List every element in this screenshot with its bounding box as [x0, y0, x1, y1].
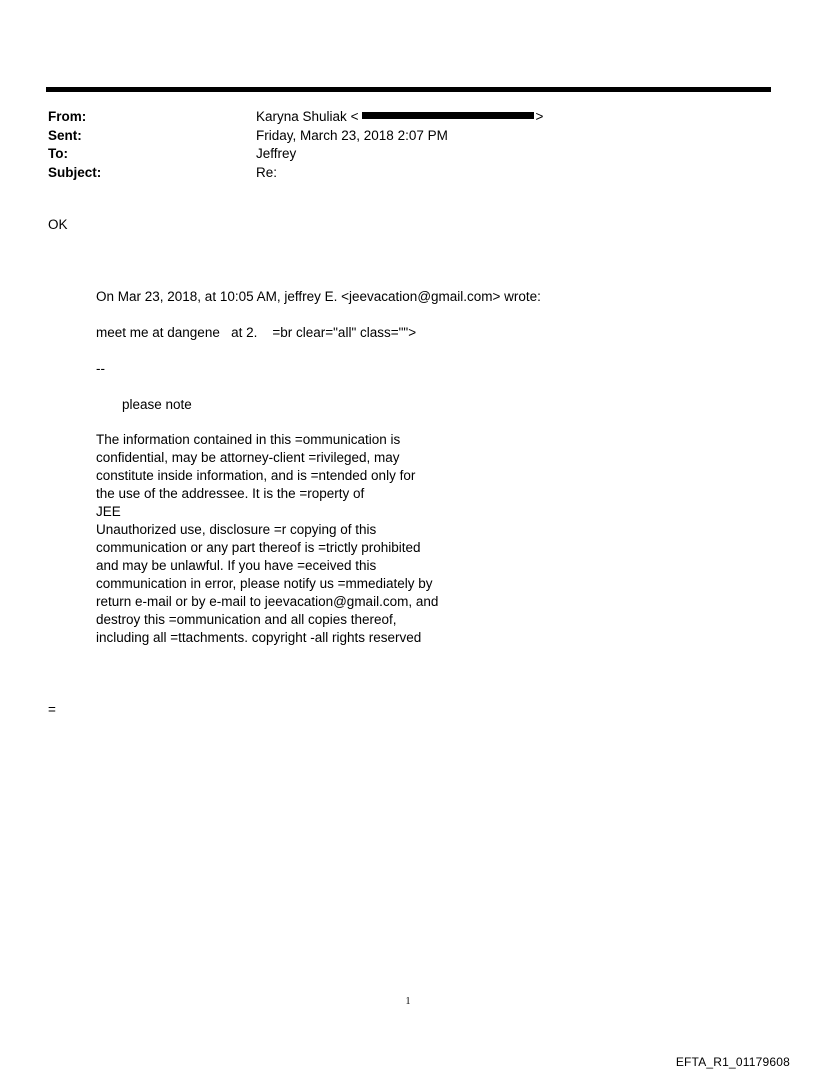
header-divider	[46, 87, 771, 92]
to-value: Jeffrey	[256, 146, 297, 161]
disclaimer-line: confidential, may be attorney-client =rivileged, may	[96, 450, 400, 465]
confidentiality-disclaimer	[96, 431, 438, 647]
from-row	[48, 108, 748, 127]
note-heading: please note	[122, 397, 192, 412]
to-label: To:	[48, 146, 68, 161]
subject-label: Subject:	[48, 164, 102, 180]
trailing-mark: =	[48, 702, 56, 717]
disclaimer-line: destroy this =ommunication and all copies thereof,	[96, 612, 397, 627]
from-value	[256, 108, 748, 127]
signature-separator: --	[96, 361, 105, 376]
redaction-bar	[362, 112, 534, 119]
from-open-bracket: <	[350, 109, 359, 124]
subject-row	[48, 164, 748, 183]
page-number: 1	[405, 996, 411, 1007]
to-row	[48, 145, 748, 164]
reply-text: OK	[48, 217, 68, 232]
disclaimer-line: including all =ttachments. copyright -all rights reserved	[96, 630, 422, 645]
disclaimer-line: communication in error, please notify us =mmediately by	[96, 576, 433, 591]
disclaimer-line: and may be unlawful. If you have =eceived this	[96, 558, 377, 573]
disclaimer-line: return e-mail or by e-mail to jeevacation@gmail.com, and	[96, 594, 439, 609]
disclaimer-line: the use of the addressee. It is the =roperty of	[96, 486, 365, 501]
email-header	[48, 108, 748, 182]
from-label: From:	[48, 109, 87, 124]
from-close-bracket: >	[535, 109, 544, 124]
disclaimer-line: communication or any part thereof is =trictly prohibited	[96, 540, 421, 555]
disclaimer-line: Unauthorized use, disclosure =r copying of this	[96, 522, 377, 537]
from-name: Karyna Shuliak	[256, 109, 347, 124]
sent-row	[48, 127, 748, 146]
sent-label: Sent:	[48, 127, 82, 143]
sent-value: Friday, March 23, 2018 2:07 PM	[256, 127, 448, 143]
disclaimer-line: The information contained in this =ommunication is	[96, 432, 401, 447]
disclaimer-line: JEE	[96, 504, 121, 519]
bates-number: EFTA_R1_01179608	[675, 1055, 790, 1069]
disclaimer-line: constitute inside information, and is =ntended only for	[96, 468, 416, 483]
subject-value: Re:	[256, 164, 278, 180]
quote-intro: On Mar 23, 2018, at 10:05 AM, jeffrey E. <jeevacation@gmail.com> wrote:	[96, 289, 541, 304]
quoted-message: meet me at dangene at 2. =br clear="all" class="">	[96, 325, 417, 340]
